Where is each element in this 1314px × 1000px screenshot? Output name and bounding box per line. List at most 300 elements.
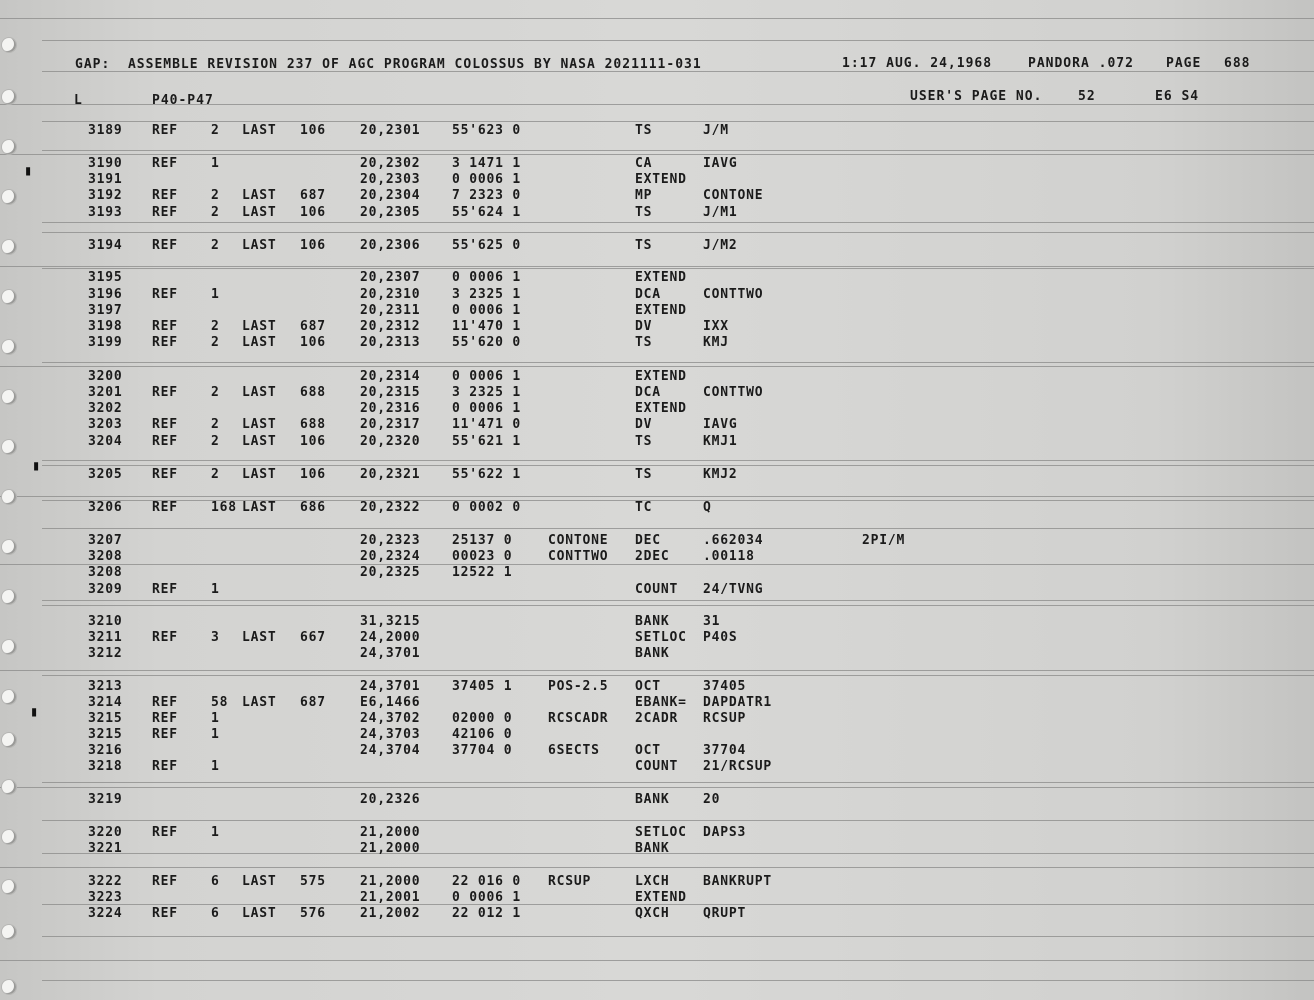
ruled-line xyxy=(42,675,1314,676)
listing-addr: 24,3701 xyxy=(360,679,421,694)
listing-lastn: 106 xyxy=(300,335,326,350)
listing-ref: REF xyxy=(152,727,178,742)
listing-word: 22 012 1 xyxy=(452,906,522,921)
assembly-datetime: 1:17 AUG. 24,1968 xyxy=(842,56,993,71)
listing-ref: REF xyxy=(152,156,178,171)
listing-lastn: 688 xyxy=(300,385,326,400)
listing-refn: 6 xyxy=(211,906,220,921)
listing-op: EXTEND xyxy=(635,303,687,318)
listing-label: POS-2.5 xyxy=(548,679,609,694)
feed-hole xyxy=(2,140,16,154)
ruled-line xyxy=(0,366,1314,367)
listing-line: 3208 xyxy=(88,565,123,580)
listing-refn: 168 xyxy=(211,500,237,515)
feed-hole xyxy=(2,733,16,747)
listing-refn: 1 xyxy=(211,759,220,774)
listing-ref: REF xyxy=(152,287,178,302)
listing-op: BANK xyxy=(635,841,670,856)
listing-word: 02000 0 xyxy=(452,711,513,726)
listing-addr: 24,3701 xyxy=(360,646,421,661)
listing-refn: 2 xyxy=(211,467,220,482)
listing-ref: REF xyxy=(152,906,178,921)
listing-op: QXCH xyxy=(635,906,670,921)
listing-last: LAST xyxy=(242,123,277,138)
ruled-line xyxy=(42,853,1314,854)
listing-line: 3214 xyxy=(88,695,123,710)
listing-label: RCSUP xyxy=(548,874,592,889)
listing-op: MP xyxy=(635,188,653,203)
listing-operand: QRUPT xyxy=(703,906,747,921)
listing-word: 55'621 1 xyxy=(452,434,522,449)
listing-word: 0 0006 1 xyxy=(452,303,522,318)
listing-line: 3195 xyxy=(88,270,123,285)
listing-addr: 21,2001 xyxy=(360,890,421,905)
listing-op: COUNT xyxy=(635,759,679,774)
listing-line: 3212 xyxy=(88,646,123,661)
listing-refn: 2 xyxy=(211,123,220,138)
listing-ref: REF xyxy=(152,385,178,400)
listing-operand: BANKRUPT xyxy=(703,874,773,889)
feed-hole xyxy=(2,340,16,354)
listing-operand: .00118 xyxy=(703,549,755,564)
listing-addr: 20,2321 xyxy=(360,467,421,482)
listing-word: 7 2323 0 xyxy=(452,188,522,203)
listing-op: DV xyxy=(635,417,653,432)
listing-addr: 20,2322 xyxy=(360,500,421,515)
listing-addr: E6,1466 xyxy=(360,695,421,710)
listing-line: 3190 xyxy=(88,156,123,171)
listing-addr: 20,2326 xyxy=(360,792,421,807)
listing-label: CONTONE xyxy=(548,533,609,548)
listing-word: 3 2325 1 xyxy=(452,287,522,302)
listing-line: 3201 xyxy=(88,385,123,400)
listing-addr: 20,2312 xyxy=(360,319,421,334)
listing-ref: REF xyxy=(152,582,178,597)
listing-lastn: 106 xyxy=(300,467,326,482)
listing-line: 3199 xyxy=(88,335,123,350)
listing-line: 3203 xyxy=(88,417,123,432)
listing-refn: 2 xyxy=(211,335,220,350)
listing-lastn: 687 xyxy=(300,188,326,203)
listing-addr: 20,2313 xyxy=(360,335,421,350)
listing-line: 3194 xyxy=(88,238,123,253)
listing-word: 25137 0 xyxy=(452,533,513,548)
listing-refn: 1 xyxy=(211,825,220,840)
listing-addr: 31,3215 xyxy=(360,614,421,629)
listing-word: 12522 1 xyxy=(452,565,513,580)
listing-word: 0 0006 1 xyxy=(452,172,522,187)
listing-word: 11'470 1 xyxy=(452,319,522,334)
listing-line: 3202 xyxy=(88,401,123,416)
listing-operand: 37405 xyxy=(703,679,747,694)
listing-lastn: 687 xyxy=(300,319,326,334)
listing-op: EXTEND xyxy=(635,369,687,384)
listing-addr: 20,2317 xyxy=(360,417,421,432)
ruled-line xyxy=(42,268,1314,269)
system-name: PANDORA .072 xyxy=(1028,56,1134,71)
listing-addr: 20,2324 xyxy=(360,549,421,564)
listing-op: TS xyxy=(635,123,653,138)
listing-op: SETLOC xyxy=(635,825,687,840)
listing-lastn: 686 xyxy=(300,500,326,515)
listing-line: 3221 xyxy=(88,841,123,856)
listing-word: 37704 0 xyxy=(452,743,513,758)
listing-op: BANK xyxy=(635,792,670,807)
listing-lastn: 667 xyxy=(300,630,326,645)
feed-hole xyxy=(2,780,16,794)
ruled-line xyxy=(42,980,1314,981)
listing-word: 55'625 0 xyxy=(452,238,522,253)
listing-ref: REF xyxy=(152,335,178,350)
listing-word: 22 016 0 xyxy=(452,874,522,889)
listing-ref: REF xyxy=(152,188,178,203)
listing-operand: 21/RCSUP xyxy=(703,759,773,774)
listing-op: EXTEND xyxy=(635,890,687,905)
listing-ref: REF xyxy=(152,500,178,515)
listing-line: 3207 xyxy=(88,533,123,548)
listing-word: 00023 0 xyxy=(452,549,513,564)
listing-word: 0 0006 1 xyxy=(452,890,522,905)
listing-addr: 24,3704 xyxy=(360,743,421,758)
listing-last: LAST xyxy=(242,417,277,432)
listing-operand: IXX xyxy=(703,319,729,334)
listing-lastn: 575 xyxy=(300,874,326,889)
listing-operand: 31 xyxy=(703,614,721,629)
listing-lastn: 106 xyxy=(300,205,326,220)
listing-addr: 21,2000 xyxy=(360,825,421,840)
listing-ref: REF xyxy=(152,417,178,432)
listing-last: LAST xyxy=(242,630,277,645)
listing-op: BANK xyxy=(635,614,670,629)
feed-hole xyxy=(2,240,16,254)
listing-last: LAST xyxy=(242,434,277,449)
listing-refn: 2 xyxy=(211,205,220,220)
listing-operand: 20 xyxy=(703,792,721,807)
listing-addr: 24,2000 xyxy=(360,630,421,645)
listing-line: 3198 xyxy=(88,319,123,334)
listing-refn: 2 xyxy=(211,434,220,449)
listing-last: LAST xyxy=(242,385,277,400)
listing-line: 3213 xyxy=(88,679,123,694)
listing-addr: 20,2320 xyxy=(360,434,421,449)
listing-addr: 20,2306 xyxy=(360,238,421,253)
ruled-line xyxy=(42,121,1314,122)
listing-operand: DAPS3 xyxy=(703,825,747,840)
ruled-line xyxy=(42,600,1314,601)
listing-line: 3220 xyxy=(88,825,123,840)
listing-addr: 21,2000 xyxy=(360,874,421,889)
listing-word: 0 0006 1 xyxy=(452,401,522,416)
listing-addr: 20,2302 xyxy=(360,156,421,171)
listing-word: 0 0006 1 xyxy=(452,270,522,285)
program-section: P40-P47 xyxy=(152,93,214,108)
listing-operand: CONTTWO xyxy=(703,385,764,400)
listing-operand: J/M1 xyxy=(703,205,738,220)
listing-addr: 20,2305 xyxy=(360,205,421,220)
listing-refn: 1 xyxy=(211,582,220,597)
feed-hole xyxy=(2,90,16,104)
listing-op: EBANK= xyxy=(635,695,687,710)
listing-ref: REF xyxy=(152,630,178,645)
listing-op: SETLOC xyxy=(635,630,687,645)
listing-last: LAST xyxy=(242,319,277,334)
listing-ref: REF xyxy=(152,467,178,482)
feed-hole xyxy=(2,830,16,844)
listing-word: 0 0006 1 xyxy=(452,369,522,384)
listing-ref: REF xyxy=(152,695,178,710)
ruled-line xyxy=(42,460,1314,461)
listing-refn: 2 xyxy=(211,417,220,432)
feed-hole xyxy=(2,980,16,994)
listing-word: 11'471 0 xyxy=(452,417,522,432)
listing-label: RCSCADR xyxy=(548,711,609,726)
listing-line: 3208 xyxy=(88,549,123,564)
ruled-line xyxy=(42,40,1314,41)
listing-label: 6SECTS xyxy=(548,743,600,758)
listing-ref: REF xyxy=(152,825,178,840)
listing-op: 2DEC xyxy=(635,549,670,564)
listing-addr: 21,2000 xyxy=(360,841,421,856)
listing-op: BANK xyxy=(635,646,670,661)
listing-word: 0 0002 0 xyxy=(452,500,522,515)
listing-op: TC xyxy=(635,500,653,515)
listing-word: 42106 0 xyxy=(452,727,513,742)
listing-ref: REF xyxy=(152,874,178,889)
listing-last: LAST xyxy=(242,874,277,889)
listing-op: TS xyxy=(635,335,653,350)
listing-op: TS xyxy=(635,238,653,253)
listing-line: 3193 xyxy=(88,205,123,220)
listing-lastn: 106 xyxy=(300,238,326,253)
listing-refn: 1 xyxy=(211,727,220,742)
page-number: 688 xyxy=(1224,56,1251,71)
listing-op: LXCH xyxy=(635,874,670,889)
listing-op: OCT xyxy=(635,743,661,758)
listing-refn: 3 xyxy=(211,630,220,645)
listing-operand: IAVG xyxy=(703,417,738,432)
listing-operand: IAVG xyxy=(703,156,738,171)
listing-refn: 1 xyxy=(211,711,220,726)
ruled-line xyxy=(0,960,1314,961)
ruled-line xyxy=(0,670,1314,671)
feed-hole xyxy=(2,38,16,52)
users-page-number: 52 xyxy=(1078,89,1096,104)
ruled-line xyxy=(42,222,1314,223)
listing-addr: 24,3702 xyxy=(360,711,421,726)
listing-operand: J/M xyxy=(703,123,729,138)
listing-refn: 1 xyxy=(211,156,220,171)
listing-addr: 21,2002 xyxy=(360,906,421,921)
listing-op: DV xyxy=(635,319,653,334)
listing-last: LAST xyxy=(242,467,277,482)
listing-addr: 20,2314 xyxy=(360,369,421,384)
listing-addr: 20,2307 xyxy=(360,270,421,285)
ruled-line xyxy=(0,266,1314,267)
ruled-line xyxy=(0,787,1314,788)
listing-lastn: 106 xyxy=(300,434,326,449)
margin-mark: ▮ xyxy=(32,458,41,474)
listing-line: 3196 xyxy=(88,287,123,302)
listing-op: EXTEND xyxy=(635,401,687,416)
feed-hole xyxy=(2,640,16,654)
feed-hole xyxy=(2,190,16,204)
listing-line: 3216 xyxy=(88,743,123,758)
listing-operand: Q xyxy=(703,500,712,515)
listing-operand: KMJ1 xyxy=(703,434,738,449)
listing-refn: 58 xyxy=(211,695,229,710)
listing-op: EXTEND xyxy=(635,270,687,285)
ruled-line xyxy=(0,154,1314,155)
ruled-line xyxy=(42,232,1314,233)
listing-op: EXTEND xyxy=(635,172,687,187)
margin-mark: ▮ xyxy=(30,704,39,720)
listing-op: CA xyxy=(635,156,653,171)
listing-op: TS xyxy=(635,434,653,449)
listing-lastn: 687 xyxy=(300,695,326,710)
listing-last: LAST xyxy=(242,188,277,203)
listing-line: 3218 xyxy=(88,759,123,774)
listing-last: LAST xyxy=(242,695,277,710)
listing-operand: .662034 xyxy=(703,533,764,548)
listing-refn: 2 xyxy=(211,385,220,400)
listing-line: 3215 xyxy=(88,727,123,742)
listing-operand: J/M2 xyxy=(703,238,738,253)
listing-line: 3189 xyxy=(88,123,123,138)
listing-last: LAST xyxy=(242,238,277,253)
listing-ref: REF xyxy=(152,123,178,138)
feed-hole xyxy=(2,880,16,894)
listing-op: TS xyxy=(635,205,653,220)
ruled-line xyxy=(42,782,1314,783)
line-type: L xyxy=(74,93,83,108)
listing-addr: 20,2304 xyxy=(360,188,421,203)
listing-addr: 20,2323 xyxy=(360,533,421,548)
listing-refn: 2 xyxy=(211,238,220,253)
listing-refn: 6 xyxy=(211,874,220,889)
listing-last: LAST xyxy=(242,906,277,921)
listing-ref: REF xyxy=(152,238,178,253)
listing-lastn: 106 xyxy=(300,123,326,138)
page-label: PAGE xyxy=(1166,56,1202,71)
listing-line: 3206 xyxy=(88,500,123,515)
listing-line: 3191 xyxy=(88,172,123,187)
listing-word: 37405 1 xyxy=(452,679,513,694)
listing-refn: 2 xyxy=(211,188,220,203)
listing-addr: 20,2303 xyxy=(360,172,421,187)
listing-operand: CONTONE xyxy=(703,188,764,203)
listing-addr: 20,2325 xyxy=(360,565,421,580)
margin-mark: ▮ xyxy=(24,163,33,179)
listing-ref: REF xyxy=(152,759,178,774)
listing-op: TS xyxy=(635,467,653,482)
listing-op: 2CADR xyxy=(635,711,679,726)
listing-word: 55'622 1 xyxy=(452,467,522,482)
ruled-line xyxy=(42,820,1314,821)
listing-last: LAST xyxy=(242,205,277,220)
listing-line: 3219 xyxy=(88,792,123,807)
listing-line: 3210 xyxy=(88,614,123,629)
listing-refn: 2 xyxy=(211,319,220,334)
listing-operand: RCSUP xyxy=(703,711,747,726)
ruled-line xyxy=(0,867,1314,868)
feed-hole xyxy=(2,440,16,454)
ruled-line xyxy=(42,528,1314,529)
listing-operand: CONTTWO xyxy=(703,287,764,302)
listing-line: 3205 xyxy=(88,467,123,482)
ruled-line xyxy=(42,465,1314,466)
listing-refn: 1 xyxy=(211,287,220,302)
feed-hole xyxy=(2,590,16,604)
listing-operand: 24/TVNG xyxy=(703,582,764,597)
listing-ref: REF xyxy=(152,205,178,220)
listing-op: DCA xyxy=(635,385,661,400)
listing-addr: 20,2301 xyxy=(360,123,421,138)
listing-line: 3223 xyxy=(88,890,123,905)
page-code: E6 S4 xyxy=(1155,89,1200,104)
listing-ref: REF xyxy=(152,319,178,334)
listing-addr: 20,2315 xyxy=(360,385,421,400)
listing-operand: KMJ2 xyxy=(703,467,738,482)
listing-line: 3222 xyxy=(88,874,123,889)
listing-operand: P40S xyxy=(703,630,738,645)
listing-op: COUNT xyxy=(635,582,679,597)
feed-hole xyxy=(2,290,16,304)
listing-line: 3211 xyxy=(88,630,123,645)
listing-line: 3204 xyxy=(88,434,123,449)
feed-hole xyxy=(2,925,16,939)
listing-op: OCT xyxy=(635,679,661,694)
listing-lastn: 576 xyxy=(300,906,326,921)
feed-hole xyxy=(2,390,16,404)
listing-word: 55'624 1 xyxy=(452,205,522,220)
listing-addr: 24,3703 xyxy=(360,727,421,742)
ruled-line xyxy=(42,936,1314,937)
listing-last: LAST xyxy=(242,335,277,350)
listing-ref: REF xyxy=(152,434,178,449)
listing-line: 3209 xyxy=(88,582,123,597)
listing-ref: REF xyxy=(152,711,178,726)
listing-lastn: 688 xyxy=(300,417,326,432)
ruled-line xyxy=(0,18,1314,19)
listing-word: 3 2325 1 xyxy=(452,385,522,400)
feed-hole xyxy=(2,490,16,504)
listing-line: 3215 xyxy=(88,711,123,726)
ruled-line xyxy=(42,605,1314,606)
assembly-title: GAP: ASSEMBLE REVISION 237 OF AGC PROGRAM COLOSSUS BY NASA 2021111-031 xyxy=(75,57,702,72)
listing-line: 3192 xyxy=(88,188,123,203)
listing-addr: 20,2311 xyxy=(360,303,421,318)
listing-note: 2PI/M xyxy=(862,533,906,548)
listing-op: DEC xyxy=(635,533,661,548)
feed-hole xyxy=(2,690,16,704)
listing-word: 55'620 0 xyxy=(452,335,522,350)
listing-label: CONTTWO xyxy=(548,549,609,564)
listing-word: 3 1471 1 xyxy=(452,156,522,171)
ruled-line xyxy=(42,362,1314,363)
listing-last: LAST xyxy=(242,500,277,515)
ruled-line xyxy=(42,150,1314,151)
listing-word: 55'623 0 xyxy=(452,123,522,138)
feed-hole xyxy=(2,540,16,554)
listing-operand: DAPDATR1 xyxy=(703,695,773,710)
listing-line: 3197 xyxy=(88,303,123,318)
listing-addr: 20,2316 xyxy=(360,401,421,416)
users-page-label: USER'S PAGE NO. xyxy=(910,89,1043,104)
listing-operand: 37704 xyxy=(703,743,747,758)
ruled-line xyxy=(0,496,1314,497)
listing-op: DCA xyxy=(635,287,661,302)
listing-addr: 20,2310 xyxy=(360,287,421,302)
